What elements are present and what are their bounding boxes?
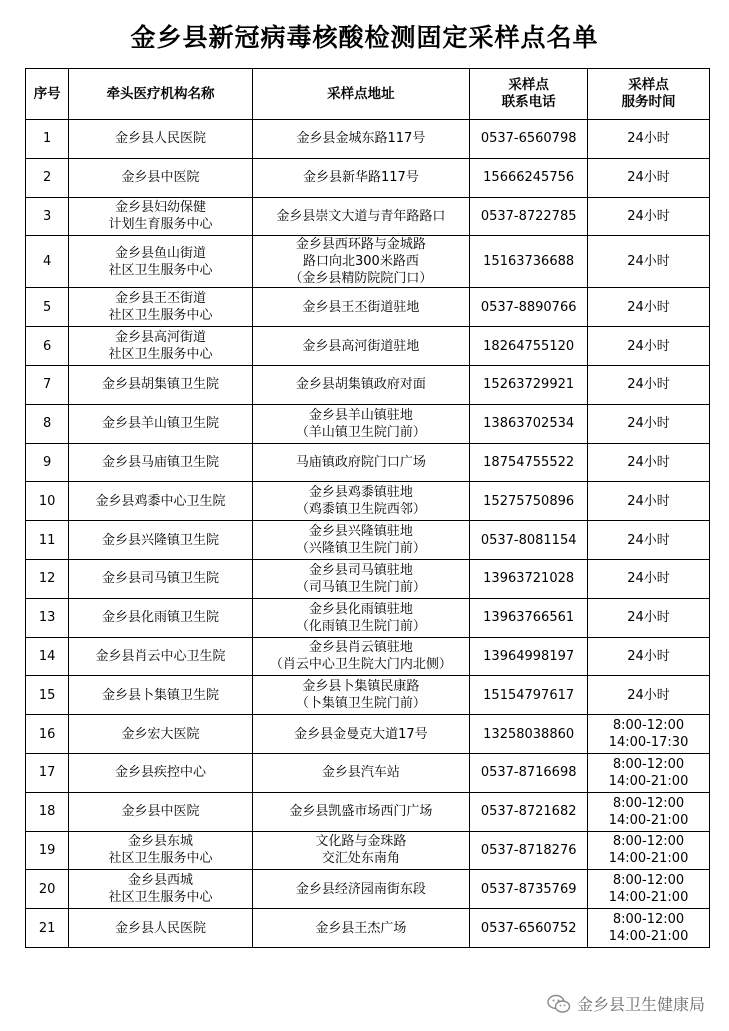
cell-address-line: （鸡黍镇卫生院西邻）	[295, 502, 426, 518]
cell-organization	[69, 158, 252, 197]
cell-serial-number: 17	[26, 753, 69, 792]
cell-service-time	[588, 676, 710, 715]
table-row	[26, 365, 710, 404]
cell-organization-line: 金乡县鱼山街道	[114, 245, 206, 261]
cell-phone: 18264755120	[470, 327, 588, 366]
cell-serial-number: 9	[26, 443, 69, 482]
cell-phone: 0537-8890766	[470, 288, 588, 327]
cell-organization-line: 社区卫生服务中心	[108, 308, 213, 324]
cell-organization-line: 金乡县司马镇卫生院	[101, 571, 219, 587]
cell-address-line: 交汇处东南角	[321, 851, 400, 867]
cell-serial-number: 3	[26, 197, 69, 236]
cell-service-time-line: 8:00-12:00	[612, 756, 685, 772]
cell-address	[252, 236, 470, 288]
cell-phone: 18754755522	[470, 443, 588, 482]
cell-address	[252, 870, 470, 909]
cell-organization-line: 社区卫生服务中心	[108, 347, 213, 363]
cell-organization-line: 金乡县鸡黍中心卫生院	[95, 493, 226, 509]
cell-serial-number: 20	[26, 870, 69, 909]
cell-address	[252, 404, 470, 443]
cell-organization	[69, 404, 252, 443]
header-phone-line: 采样点	[508, 77, 549, 93]
cell-phone: 13963766561	[470, 598, 588, 637]
cell-serial-number: 1	[26, 120, 69, 159]
cell-address-line: 金乡县经济园南街东段	[295, 881, 426, 897]
cell-address-line: （兴隆镇卫生院门前）	[295, 541, 426, 557]
cell-serial-number: 8	[26, 404, 69, 443]
cell-service-time-line: 24小时	[627, 416, 670, 432]
cell-organization-line: 金乡县妇幼保健	[114, 200, 206, 216]
cell-organization-line: 金乡县疾控中心	[114, 765, 206, 781]
cell-service-time	[588, 404, 710, 443]
cell-service-time-line: 8:00-12:00	[612, 873, 685, 889]
cell-service-time	[588, 909, 710, 948]
cell-serial-number: 13	[26, 598, 69, 637]
cell-organization	[69, 909, 252, 948]
cell-service-time-line: 24小时	[627, 338, 670, 354]
cell-address	[252, 715, 470, 754]
cell-service-time-line: 24小时	[627, 454, 670, 470]
cell-serial-number: 15	[26, 676, 69, 715]
cell-address	[252, 831, 470, 870]
cell-address-line: 路口向北300米路西	[303, 254, 419, 270]
header-time-line: 服务时间	[621, 94, 676, 110]
cell-organization	[69, 236, 252, 288]
cell-phone: 15154797617	[470, 676, 588, 715]
cell-address-line: 马庙镇政府院门口广场	[295, 454, 426, 470]
header-address: 采样点地址	[252, 69, 470, 120]
cell-address-line: 金乡县司马镇驻地	[308, 562, 413, 578]
table-row	[26, 482, 710, 521]
cell-organization-line: 金乡县卜集镇卫生院	[101, 687, 219, 703]
cell-serial-number: 6	[26, 327, 69, 366]
cell-organization-line: 社区卫生服务中心	[108, 890, 213, 906]
cell-phone: 15163736688	[470, 236, 588, 288]
cell-address-line: 金乡县高河街道驻地	[302, 338, 420, 354]
cell-organization-line: 金乡县东城	[127, 834, 193, 850]
cell-service-time	[588, 327, 710, 366]
watermark	[547, 992, 705, 1015]
header-phone	[470, 69, 588, 120]
cell-organization-line: 金乡县王丕街道	[114, 291, 206, 307]
cell-address	[252, 365, 470, 404]
cell-serial-number: 7	[26, 365, 69, 404]
cell-service-time	[588, 559, 710, 598]
cell-service-time	[588, 443, 710, 482]
cell-organization	[69, 288, 252, 327]
cell-service-time	[588, 715, 710, 754]
cell-service-time	[588, 482, 710, 521]
cell-service-time-line: 24小时	[627, 571, 670, 587]
cell-phone: 0537-6560752	[470, 909, 588, 948]
cell-service-time-line: 8:00-12:00	[612, 834, 685, 850]
cell-address-line: 金乡县金曼克大道17号	[294, 726, 428, 742]
cell-organization-line: 金乡县高河街道	[114, 330, 206, 346]
cell-address-line: 金乡县羊山镇驻地	[308, 407, 413, 423]
cell-organization-line: 金乡县西城	[127, 873, 193, 889]
cell-address-line: 金乡县汽车站	[321, 765, 400, 781]
cell-organization-line: 金乡县化雨镇卫生院	[101, 610, 219, 626]
cell-address-line: 金乡县卜集镇民康路	[302, 679, 420, 695]
cell-organization-line: 金乡县人民医院	[114, 131, 206, 147]
cell-service-time-line: 24小时	[627, 170, 670, 186]
table-row	[26, 753, 710, 792]
cell-address-line: 金乡县鸡黍镇驻地	[308, 485, 413, 501]
cell-service-time-line: 24小时	[627, 610, 670, 626]
cell-address	[252, 327, 470, 366]
cell-organization	[69, 327, 252, 366]
cell-address	[252, 792, 470, 831]
cell-service-time-line: 14:00-21:00	[608, 890, 689, 906]
cell-serial-number: 18	[26, 792, 69, 831]
cell-serial-number: 19	[26, 831, 69, 870]
cell-address-line: 金乡县王丕街道驻地	[302, 299, 420, 315]
cell-address	[252, 158, 470, 197]
cell-serial-number: 12	[26, 559, 69, 598]
table-row	[26, 870, 710, 909]
cell-serial-number: 10	[26, 482, 69, 521]
cell-organization	[69, 482, 252, 521]
cell-phone: 0537-8722785	[470, 197, 588, 236]
cell-organization-line: 金乡县人民医院	[114, 920, 206, 936]
header-time-line: 采样点	[628, 77, 669, 93]
cell-serial-number: 21	[26, 909, 69, 948]
cell-organization-line: 金乡县马庙镇卫生院	[101, 454, 219, 470]
cell-address	[252, 637, 470, 676]
table-row	[26, 676, 710, 715]
cell-service-time-line: 24小时	[627, 648, 670, 664]
cell-service-time	[588, 365, 710, 404]
cell-address-line: 金乡县金城东路117号	[296, 131, 426, 147]
cell-serial-number: 16	[26, 715, 69, 754]
cell-service-time-line: 14:00-21:00	[608, 773, 689, 789]
cell-address	[252, 676, 470, 715]
cell-organization-line: 金乡县中医院	[121, 170, 200, 186]
cell-address-line: 金乡县胡集镇政府对面	[295, 377, 426, 393]
table-row	[26, 831, 710, 870]
cell-service-time-line: 14:00-21:00	[608, 812, 689, 828]
cell-organization	[69, 559, 252, 598]
cell-serial-number: 11	[26, 521, 69, 560]
cell-phone: 15275750896	[470, 482, 588, 521]
table-body	[26, 120, 710, 948]
cell-phone: 0537-8735769	[470, 870, 588, 909]
table-row	[26, 327, 710, 366]
cell-organization	[69, 443, 252, 482]
cell-address-line: 金乡县王杰广场	[315, 920, 407, 936]
cell-service-time	[588, 521, 710, 560]
table-row	[26, 637, 710, 676]
cell-organization-line: 社区卫生服务中心	[108, 262, 213, 278]
cell-organization-line: 社区卫生服务中心	[108, 851, 213, 867]
table-row	[26, 120, 710, 159]
cell-organization-line: 计划生育服务中心	[108, 217, 213, 233]
cell-service-time-line: 8:00-12:00	[612, 795, 685, 811]
cell-organization-line: 金乡县中医院	[121, 804, 200, 820]
sampling-sites-table	[25, 68, 710, 948]
cell-service-time-line: 14:00-17:30	[608, 735, 689, 751]
table-row	[26, 598, 710, 637]
cell-organization	[69, 197, 252, 236]
cell-service-time	[588, 637, 710, 676]
cell-address-line: （化雨镇卫生院门前）	[295, 618, 426, 634]
cell-address-line: 金乡县凯盛市场西门广场	[289, 804, 433, 820]
cell-service-time-line: 24小时	[627, 493, 670, 509]
table-row	[26, 521, 710, 560]
table-row	[26, 792, 710, 831]
cell-service-time-line: 14:00-21:00	[608, 929, 689, 945]
header-organization: 牵头医疗机构名称	[69, 69, 252, 120]
cell-address	[252, 197, 470, 236]
cell-organization	[69, 120, 252, 159]
cell-address-line: 金乡县新华路117号	[303, 170, 419, 186]
cell-service-time-line: 24小时	[627, 687, 670, 703]
cell-address-line: （卜集镇卫生院门前）	[295, 696, 426, 712]
cell-address-line: （司马镇卫生院门前）	[295, 579, 426, 595]
cell-organization	[69, 870, 252, 909]
cell-service-time	[588, 288, 710, 327]
cell-address	[252, 598, 470, 637]
watermark-text: 金乡县卫生健康局	[576, 995, 705, 1014]
cell-service-time-line: 24小时	[627, 299, 670, 315]
cell-address	[252, 120, 470, 159]
wechat-icon	[547, 994, 571, 1014]
header-service-time	[588, 69, 710, 120]
cell-serial-number: 5	[26, 288, 69, 327]
cell-phone: 13964998197	[470, 637, 588, 676]
cell-phone: 0537-8081154	[470, 521, 588, 560]
cell-phone: 0537-8718276	[470, 831, 588, 870]
table-row	[26, 559, 710, 598]
cell-service-time-line: 24小时	[627, 208, 670, 224]
cell-address-line: 文化路与金珠路	[315, 834, 407, 850]
cell-organization	[69, 365, 252, 404]
cell-address-line: （羊山镇卫生院门前）	[295, 424, 426, 440]
cell-organization-line: 金乡宏大医院	[121, 726, 200, 742]
cell-phone: 0537-8721682	[470, 792, 588, 831]
cell-organization	[69, 831, 252, 870]
cell-service-time-line: 24小时	[627, 532, 670, 548]
cell-address	[252, 288, 470, 327]
cell-address	[252, 909, 470, 948]
cell-service-time	[588, 831, 710, 870]
table-row	[26, 404, 710, 443]
cell-organization	[69, 753, 252, 792]
cell-organization	[69, 715, 252, 754]
table-row	[26, 443, 710, 482]
cell-service-time-line: 24小时	[627, 377, 670, 393]
cell-serial-number: 2	[26, 158, 69, 197]
cell-service-time	[588, 158, 710, 197]
table-row	[26, 288, 710, 327]
cell-serial-number: 14	[26, 637, 69, 676]
table-header-row	[26, 69, 710, 120]
cell-phone: 0537-8716698	[470, 753, 588, 792]
cell-address-line: 金乡县崇文大道与青年路路口	[276, 208, 446, 224]
table-row	[26, 197, 710, 236]
table-row	[26, 236, 710, 288]
cell-address-line: 金乡县兴隆镇驻地	[308, 524, 413, 540]
cell-service-time-line: 24小时	[627, 254, 670, 270]
cell-organization	[69, 676, 252, 715]
cell-organization	[69, 521, 252, 560]
cell-service-time-line: 8:00-12:00	[612, 912, 685, 928]
cell-organization	[69, 792, 252, 831]
page-title: 金乡县新冠病毒核酸检测固定采样点名单	[130, 23, 599, 52]
cell-service-time	[588, 236, 710, 288]
cell-phone: 13258038860	[470, 715, 588, 754]
cell-address-line: （金乡县精防院院门口）	[289, 271, 433, 287]
cell-service-time	[588, 753, 710, 792]
header-phone-line: 联系电话	[501, 94, 556, 110]
cell-service-time	[588, 870, 710, 909]
cell-organization	[69, 637, 252, 676]
cell-address-line: （肖云中心卫生院大门内北侧）	[269, 657, 452, 673]
cell-phone: 15666245756	[470, 158, 588, 197]
cell-service-time	[588, 120, 710, 159]
cell-phone: 13963721028	[470, 559, 588, 598]
cell-service-time	[588, 792, 710, 831]
table-row	[26, 158, 710, 197]
cell-organization-line: 金乡县胡集镇卫生院	[101, 377, 219, 393]
cell-phone: 0537-6560798	[470, 120, 588, 159]
cell-service-time-line: 14:00-21:00	[608, 851, 689, 867]
cell-organization-line: 金乡县羊山镇卫生院	[101, 416, 219, 432]
cell-phone: 15263729921	[470, 365, 588, 404]
cell-address	[252, 482, 470, 521]
cell-organization	[69, 598, 252, 637]
cell-organization-line: 金乡县肖云中心卫生院	[95, 648, 226, 664]
cell-serial-number: 4	[26, 236, 69, 288]
cell-address-line: 金乡县化雨镇驻地	[308, 601, 413, 617]
cell-address	[252, 443, 470, 482]
cell-phone: 13863702534	[470, 404, 588, 443]
cell-address-line: 金乡县肖云镇驻地	[308, 640, 413, 656]
cell-address	[252, 753, 470, 792]
cell-service-time-line: 24小时	[627, 131, 670, 147]
cell-address	[252, 521, 470, 560]
cell-address-line: 金乡县西环路与金城路	[295, 237, 426, 253]
cell-service-time-line: 8:00-12:00	[612, 718, 685, 734]
cell-service-time	[588, 197, 710, 236]
cell-address	[252, 559, 470, 598]
cell-service-time	[588, 598, 710, 637]
cell-organization-line: 金乡县兴隆镇卫生院	[101, 532, 219, 548]
table-row	[26, 715, 710, 754]
table-row	[26, 909, 710, 948]
header-serial-number: 序号	[26, 69, 69, 120]
